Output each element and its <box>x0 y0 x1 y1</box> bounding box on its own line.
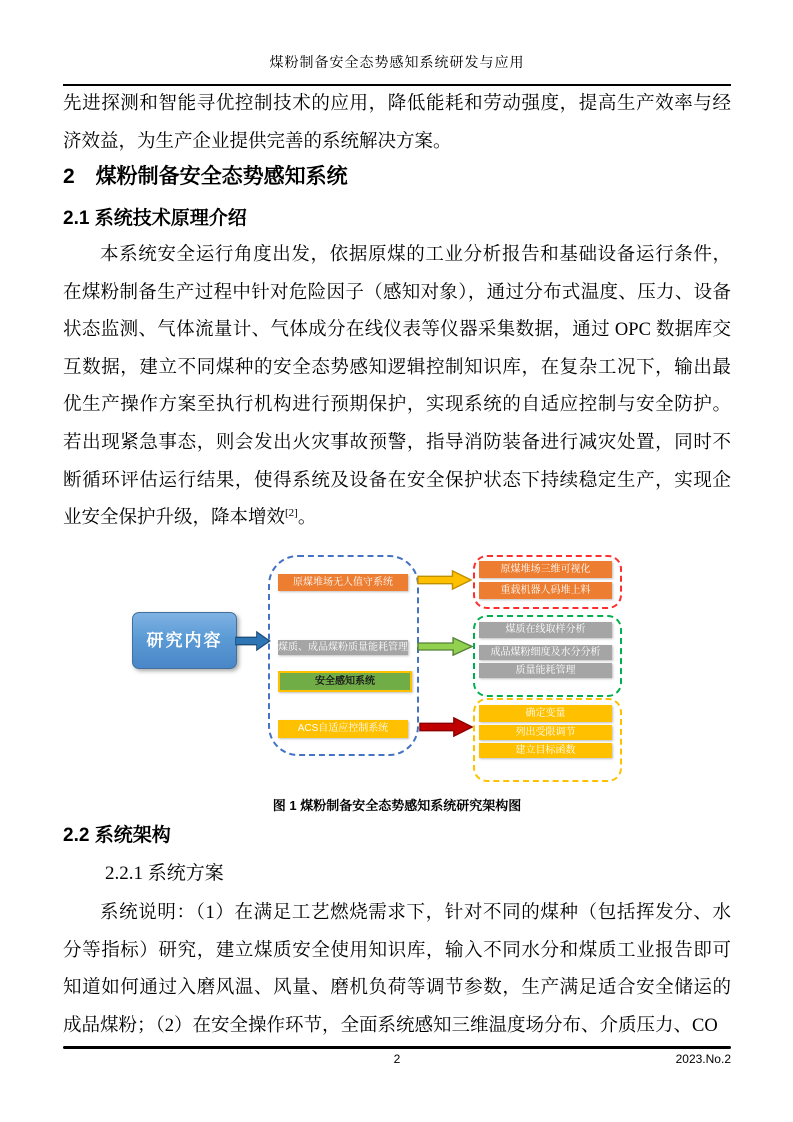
figure-box-list-constraints: 列出受限调节 <box>479 725 612 740</box>
text-line: 系统说明：（1）在满足工艺燃烧需求下，针对不同的煤种（包括挥发分、水 <box>100 903 731 923</box>
text-line: 若出现紧急事态，则会发出火灾事故预警，指导消防装备进行减灾处置，同时不 <box>63 432 731 453</box>
text-line: 济效益，为生产企业提供完善的系统解决方案。 <box>63 131 452 152</box>
text-line: 成品煤粉；（2）在安全操作环节，全面系统感知三维温度场分布、介质压力、CO <box>63 1015 718 1036</box>
figure-box-unmanned-yard-system: 原煤堆场无人值守系统 <box>278 574 408 591</box>
text-line: 分等指标）研究，建立煤质安全使用知识库，输入不同水分和煤质工业报告即可 <box>63 940 731 961</box>
text-line: 知道如何通过入磨风温、风量、磨机负荷等调节参数，生产满足适合安全储运的 <box>63 978 731 999</box>
text-line: 在煤粉制备生产过程中针对危险因子（感知对象），通过分布式温度、压力、设备 <box>63 282 731 303</box>
paragraph-system-description <box>63 895 731 1045</box>
subsection-heading-2-1: 2.1 系统技术原理介绍 <box>63 208 247 229</box>
figure-box-yard-3d-visualization: 原煤堆场三维可视化 <box>479 561 612 578</box>
subsubsection-heading-2-2-1: 2.2.1 系统方案 <box>105 863 224 884</box>
text-segment: 。 <box>297 508 317 529</box>
figure-root-box: 研究内容 <box>132 612 237 669</box>
paragraph-intro <box>63 86 731 161</box>
citation-ref: [2] <box>285 507 298 519</box>
figure-box-quality-energy-mgmt: 煤质、成品煤粉质量能耗管理 <box>278 642 408 653</box>
footer-rule <box>63 1046 731 1049</box>
blue-arrow-icon <box>235 630 271 652</box>
figure-box-fineness-moisture: 成品煤粉细度及水分分析 <box>479 645 612 660</box>
green-arrow-icon <box>417 636 474 657</box>
text-line: 本系统安全运行角度出发，依据原煤的工业分析报告和基础设备运行条件， <box>100 245 731 265</box>
figure-box-define-variables: 确定变量 <box>479 705 612 722</box>
figure-box-online-sampling: 煤质在线取样分析 <box>479 622 612 638</box>
section-heading-2: 2 煤粉制备安全态势感知系统 <box>63 165 348 188</box>
subsection-heading-2-2: 2.2 系统架构 <box>63 825 171 846</box>
figure-box-quality-energy: 质量能耗管理 <box>479 663 612 678</box>
figure-research-architecture <box>130 545 690 790</box>
running-header-title: 煤粉制备安全态势感知系统研发与应用 <box>269 56 525 71</box>
red-arrow-icon <box>419 716 474 738</box>
text-segment: 业安全保护升级，降本增效 <box>63 508 286 529</box>
paragraph-system-principle <box>63 237 731 538</box>
footer-page-number: 2 <box>393 1052 401 1066</box>
text-line: 状态监测、气体流量计、气体成分在线仪表等仪器采集数据，通过 OPC 数据库交 <box>63 320 731 341</box>
text-line <box>63 500 731 538</box>
text-line: 断循环评估运行结果，使得系统及设备在安全保护状态下持续稳定生产，实现企 <box>63 470 731 491</box>
figure-box-safety-awareness-system: 安全感知系统 <box>278 671 412 692</box>
yellow-arrow-icon <box>417 569 473 591</box>
figure-box-acs-adaptive-control: ACS自适应控制系统 <box>278 720 408 738</box>
figure-box-robot-stacking: 重载机器人码堆上料 <box>479 582 612 599</box>
footer-issue-label: 2023.No.2 <box>675 1052 731 1066</box>
text-line: 先进探测和智能寻优控制技术的应用，降低能耗和劳动强度，提高生产效率与经 <box>63 94 731 114</box>
figure-box-objective-function: 建立目标函数 <box>479 743 612 758</box>
text-line: 优生产操作方案至执行机构进行预期保护，实现系统的自适应控制与安全防护。 <box>63 395 731 416</box>
text-line: 互数据，建立不同煤种的安全态势感知逻辑控制知识库，在复杂工况下，输出最 <box>63 357 731 378</box>
figure-caption: 图 1 煤粉制备安全态势感知系统研究架构图 <box>272 798 522 813</box>
